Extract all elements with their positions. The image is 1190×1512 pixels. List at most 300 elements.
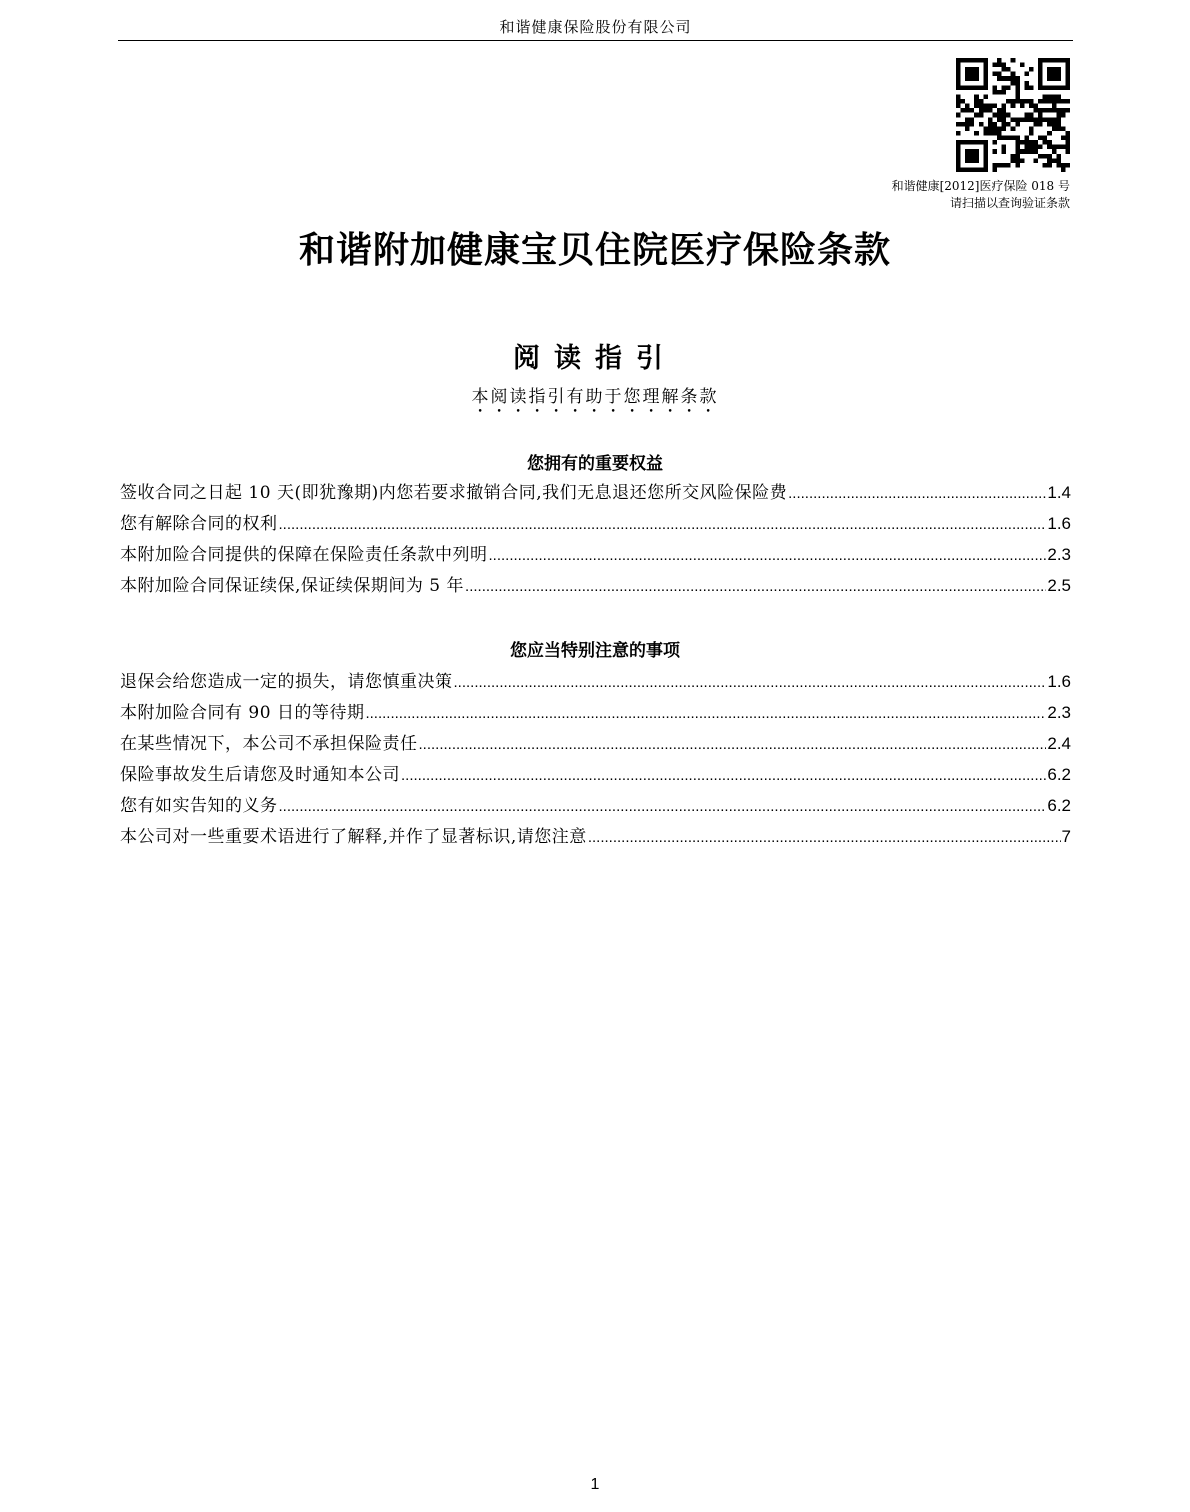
registration-block [892,178,1070,212]
qr-module [956,154,961,159]
qr-module [1024,136,1029,141]
qr-module [1020,63,1025,68]
qr-module [1015,81,1020,86]
qr-module [1056,85,1061,90]
qr-module [1034,108,1039,113]
qr-module [956,67,961,72]
qr-module [1061,113,1066,118]
qr-module [974,149,979,154]
qr-module [1065,72,1070,77]
notices-heading: 您应当特别注意的事项 [510,641,680,661]
qr-module [1038,154,1043,159]
qr-module [1052,158,1057,163]
qr-module [1061,163,1066,168]
qr-module [1065,63,1070,68]
header-company-name: 和谐健康保险股份有限公司 [499,18,692,36]
qr-module [1052,72,1057,77]
qr-module [956,167,961,172]
qr-module [992,131,997,136]
qr-module [988,117,993,122]
qr-module [1056,108,1061,113]
qr-module [970,149,975,154]
registration-code: 和谐健康[2012]医疗保险 018 号 [891,179,1070,193]
qr-module [1056,113,1061,118]
qr-module [1020,149,1025,154]
qr-module [965,76,970,81]
qr-module [1006,76,1011,81]
qr-module [1020,140,1025,145]
qr-module [970,108,975,113]
qr-module [983,94,988,99]
qr-module [1002,126,1007,131]
qr-module [1047,99,1052,104]
qr-module [1052,99,1057,104]
qr-module [961,122,966,127]
qr-module [1052,58,1057,63]
qr-module [1043,58,1048,63]
qr-module [1015,85,1020,90]
qr-module [1038,63,1043,68]
toc-row[interactable] [120,760,1071,791]
qr-module [1047,140,1052,145]
toc-entry-text: 本附加险合同有 90 日的等待期 [120,703,365,723]
qr-module [1006,113,1011,118]
toc-row[interactable] [120,509,1071,540]
qr-module [1047,122,1052,127]
qr-module [1029,140,1034,145]
qr-module [1024,149,1029,154]
qr-module [979,122,984,127]
qr-module [1002,108,1007,113]
qr-module [1043,85,1048,90]
qr-module [956,163,961,168]
qr-module [1015,90,1020,95]
qr-module [1056,145,1061,150]
qr-module [961,99,966,104]
rights-heading: 您拥有的重要权益 [527,454,663,474]
qr-module [983,154,988,159]
qr-module [1015,99,1020,104]
qr-module [974,167,979,172]
qr-module [1015,158,1020,163]
qr-module [965,126,970,131]
document-title: 和谐附加健康宝贝住院医疗保险条款 [298,229,891,271]
qr-module [983,126,988,131]
qr-module [1011,126,1016,131]
qr-module [1011,58,1016,63]
qr-module [1056,163,1061,168]
qr-module [965,67,970,72]
qr-module [956,85,961,90]
qr-module [988,108,993,113]
qr-module [1052,85,1057,90]
qr-module [1006,85,1011,90]
qr-module [979,99,984,104]
qr-module [970,76,975,81]
qr-module [974,104,979,109]
qr-module [1038,145,1043,150]
qr-module [1052,108,1057,113]
qr-module [1056,67,1061,72]
qr-module [1006,122,1011,127]
qr-module [974,67,979,72]
leader-dots [279,516,1047,533]
qr-module [1011,99,1016,104]
qr-module [1052,76,1057,81]
qr-module [956,81,961,86]
qr-module [1043,108,1048,113]
toc-page-number: 2.4 [1047,734,1071,753]
qr-module [1002,149,1007,154]
qr-module [1043,140,1048,145]
qr-module [1056,58,1061,63]
reading-guide-subtitle-text: 本阅读指引有助于您理解条款 [471,387,719,407]
qr-module [970,154,975,159]
qr-module [1024,140,1029,145]
qr-module [988,122,993,127]
qr-module [979,85,984,90]
qr-module [988,131,993,136]
qr-module [1034,145,1039,150]
qr-module [1056,94,1061,99]
qr-module [1038,67,1043,72]
reading-guide-subtitle [0,382,1190,417]
qr-module [1056,126,1061,131]
qr-module [1047,131,1052,136]
qr-module [992,104,997,109]
toc-page-number: 1.4 [1047,483,1071,502]
qr-module [1015,117,1020,122]
toc-page-number: 1.6 [1047,514,1071,533]
qr-module [1065,58,1070,63]
qr-module [965,104,970,109]
qr-module [956,131,961,136]
qr-module [1029,117,1034,122]
qr-module [1002,67,1007,72]
toc-row[interactable] [120,540,1071,571]
qr-module [1015,154,1020,159]
qr-module [1024,117,1029,122]
qr-module [1038,58,1043,63]
qr-module [1024,72,1029,77]
qr-module [1006,67,1011,72]
toc-page-number: 1.6 [1047,672,1071,691]
qr-module [1015,149,1020,154]
qr-module [1038,76,1043,81]
registration-note: 请扫描以查询验证条款 [949,196,1070,210]
qr-module [997,72,1002,77]
qr-module [1056,154,1061,159]
qr-module [1043,163,1048,168]
qr-module [983,81,988,86]
qr-module [992,126,997,131]
qr-module [1034,140,1039,145]
qr-module [1047,158,1052,163]
qr-module [1047,58,1052,63]
qr-module [1061,108,1066,113]
qr-module [970,117,975,122]
toc-entry-text: 在某些情况下，本公司不承担保险责任 [120,734,418,754]
qr-module [997,58,1002,63]
qr-module [1056,158,1061,163]
qr-module [1056,99,1061,104]
qr-module [1002,122,1007,127]
qr-module [1038,122,1043,127]
qr-module [965,149,970,154]
qr-module [1002,85,1007,90]
qr-module [1015,145,1020,150]
qr-module [1052,126,1057,131]
qr-module [1002,145,1007,150]
qr-module [992,85,997,90]
qr-module [1065,76,1070,81]
qr-module [1002,136,1007,141]
qr-module [970,122,975,127]
qr-module [979,58,984,63]
qr-module [965,85,970,90]
qr-module [1006,136,1011,141]
qr-module [1029,131,1034,136]
qr-module [970,167,975,172]
qr-module [992,72,997,77]
qr-module [974,58,979,63]
qr-module [1061,85,1066,90]
toc-page-number: 2.3 [1047,703,1071,722]
qr-module [983,145,988,150]
qr-module [974,154,979,159]
qr-module [956,94,961,99]
qr-module [1038,72,1043,77]
qr-module [979,108,984,113]
qr-module [983,76,988,81]
toc-entry-text: 您有解除合同的权利 [120,514,278,534]
qr-module [974,99,979,104]
qr-module [1047,85,1052,90]
qr-module [974,131,979,136]
toc-row[interactable] [120,729,1071,760]
qr-module [1043,154,1048,159]
qr-module [992,63,997,68]
qr-module [1011,72,1016,77]
qr-module [983,163,988,168]
qr-module [974,72,979,77]
toc-page-number: 7 [1061,827,1071,846]
qr-module [1002,117,1007,122]
leader-dots [365,705,1046,722]
qr-module [1020,104,1025,109]
qr-module [1020,99,1025,104]
qr-module [1065,81,1070,86]
qr-module [992,122,997,127]
qr-module [1002,163,1007,168]
qr-module [965,167,970,172]
qr-module [1024,145,1029,150]
qr-module [1065,131,1070,136]
qr-module [1015,136,1020,141]
qr-module [997,76,1002,81]
qr-module [1061,145,1066,150]
qr-module [1024,99,1029,104]
leader-dots [788,485,1046,502]
qr-module [997,163,1002,168]
qr-module [970,140,975,145]
toc-entry-text: 您有如实告知的义务 [120,796,278,816]
qr-module [970,67,975,72]
qr-module [1043,136,1048,141]
toc-entry-text: 本附加险合同保证续保,保证续保期间为 5 年 [120,576,465,596]
qr-module [1011,76,1016,81]
toc-entry-text: 本公司对一些重要术语进行了解释,并作了显著标识,请您注意 [120,827,587,847]
qr-module [992,163,997,168]
qr-module [965,108,970,113]
qr-module [1038,113,1043,118]
toc-entry-text: 退保会给您造成一定的损失，请您慎重决策 [120,672,453,692]
qr-module [1029,85,1034,90]
qr-module [1006,163,1011,168]
toc-row[interactable] [120,791,1071,822]
notices-list [120,667,1071,853]
toc-entry-text: 保险事故发生后请您及时通知本公司 [120,765,400,785]
qr-module [956,145,961,150]
qr-module [1002,63,1007,68]
qr-module [1034,158,1039,163]
qr-module [965,140,970,145]
qr-module [992,90,997,95]
toc-entry-text: 本附加险合同提供的保障在保险责任条款中列明 [120,545,488,565]
qr-module [997,113,1002,118]
qr-module [988,104,993,109]
qr-module [1020,117,1025,122]
qr-module [979,167,984,172]
qr-module [1029,126,1034,131]
qr-module [983,140,988,145]
qr-module [956,99,961,104]
qr-module [1006,99,1011,104]
qr-module [1065,140,1070,145]
qr-module [1029,113,1034,118]
qr-module [983,58,988,63]
toc-entry-text: 签收合同之日起 10 天(即犹豫期)内您若要求撤销合同,我们无息退还您所交风险保险费 [120,483,788,503]
qr-module [1029,99,1034,104]
qr-module [1047,154,1052,159]
qr-module [997,131,1002,136]
qr-module [1056,117,1061,122]
toc-row[interactable] [120,698,1071,729]
qr-module [1047,67,1052,72]
qr-module [1052,149,1057,154]
qr-module [1065,99,1070,104]
qr-module [983,85,988,90]
qr-module [956,63,961,68]
qr-module [1061,167,1066,172]
qr-module [1052,145,1057,150]
qr-module [1029,67,1034,72]
qr-module [965,117,970,122]
toc-row[interactable] [120,822,1071,853]
qr-module [1015,122,1020,127]
qr-module [974,94,979,99]
qr-module [997,90,1002,95]
qr-module [1061,126,1066,131]
qr-module [992,140,997,145]
qr-module [979,140,984,145]
toc-row[interactable] [120,667,1071,698]
qr-module [983,108,988,113]
qr-module [956,149,961,154]
qr-module [1061,136,1066,141]
qr-module [1015,76,1020,81]
toc-row[interactable] [120,478,1071,509]
qr-module [1038,85,1043,90]
qr-module [1065,85,1070,90]
qr-module [956,158,961,163]
qr-module [1034,122,1039,127]
qr-module [1002,76,1007,81]
qr-module [997,117,1002,122]
qr-module [1047,108,1052,113]
qr-module [1047,72,1052,77]
qr-module [1047,76,1052,81]
qr-module [956,72,961,77]
qr-module [1052,122,1057,127]
qr-module [1011,81,1016,86]
qr-module [1065,145,1070,150]
qr-module [961,140,966,145]
leader-dots [419,736,1047,753]
rights-list [120,478,1071,602]
qr-module [1047,163,1052,168]
qr-module [997,126,1002,131]
qr-module [1052,104,1057,109]
qr-module [1043,94,1048,99]
leader-dots [454,674,1047,691]
toc-page-number: 2.3 [1047,545,1071,564]
qr-module [974,76,979,81]
qr-module [961,58,966,63]
qr-module [1029,145,1034,150]
qr-module [983,67,988,72]
qr-module [1038,117,1043,122]
toc-page-number: 6.2 [1047,765,1071,784]
qr-module [1020,158,1025,163]
qr-module [1024,113,1029,118]
qr-module [1034,149,1039,154]
qr-module [1038,81,1043,86]
qr-module [1015,94,1020,99]
qr-module [974,113,979,118]
qr-module [983,63,988,68]
qr-module [1065,163,1070,168]
qr-module [983,72,988,77]
qr-module [1056,72,1061,77]
qr-module [965,72,970,77]
leader-dots [401,767,1046,784]
qr-module [1029,104,1034,109]
qr-module [1052,67,1057,72]
qr-module [965,158,970,163]
qr-module [961,108,966,113]
qr-module [1015,140,1020,145]
qr-module [1061,58,1066,63]
qr-module [1034,104,1039,109]
qr-module [961,167,966,172]
qr-module [1002,113,1007,118]
toc-row[interactable] [120,571,1071,602]
qr-module [1052,117,1057,122]
qr-module [1052,94,1057,99]
qr-module [974,85,979,90]
qr-module [1015,163,1020,168]
